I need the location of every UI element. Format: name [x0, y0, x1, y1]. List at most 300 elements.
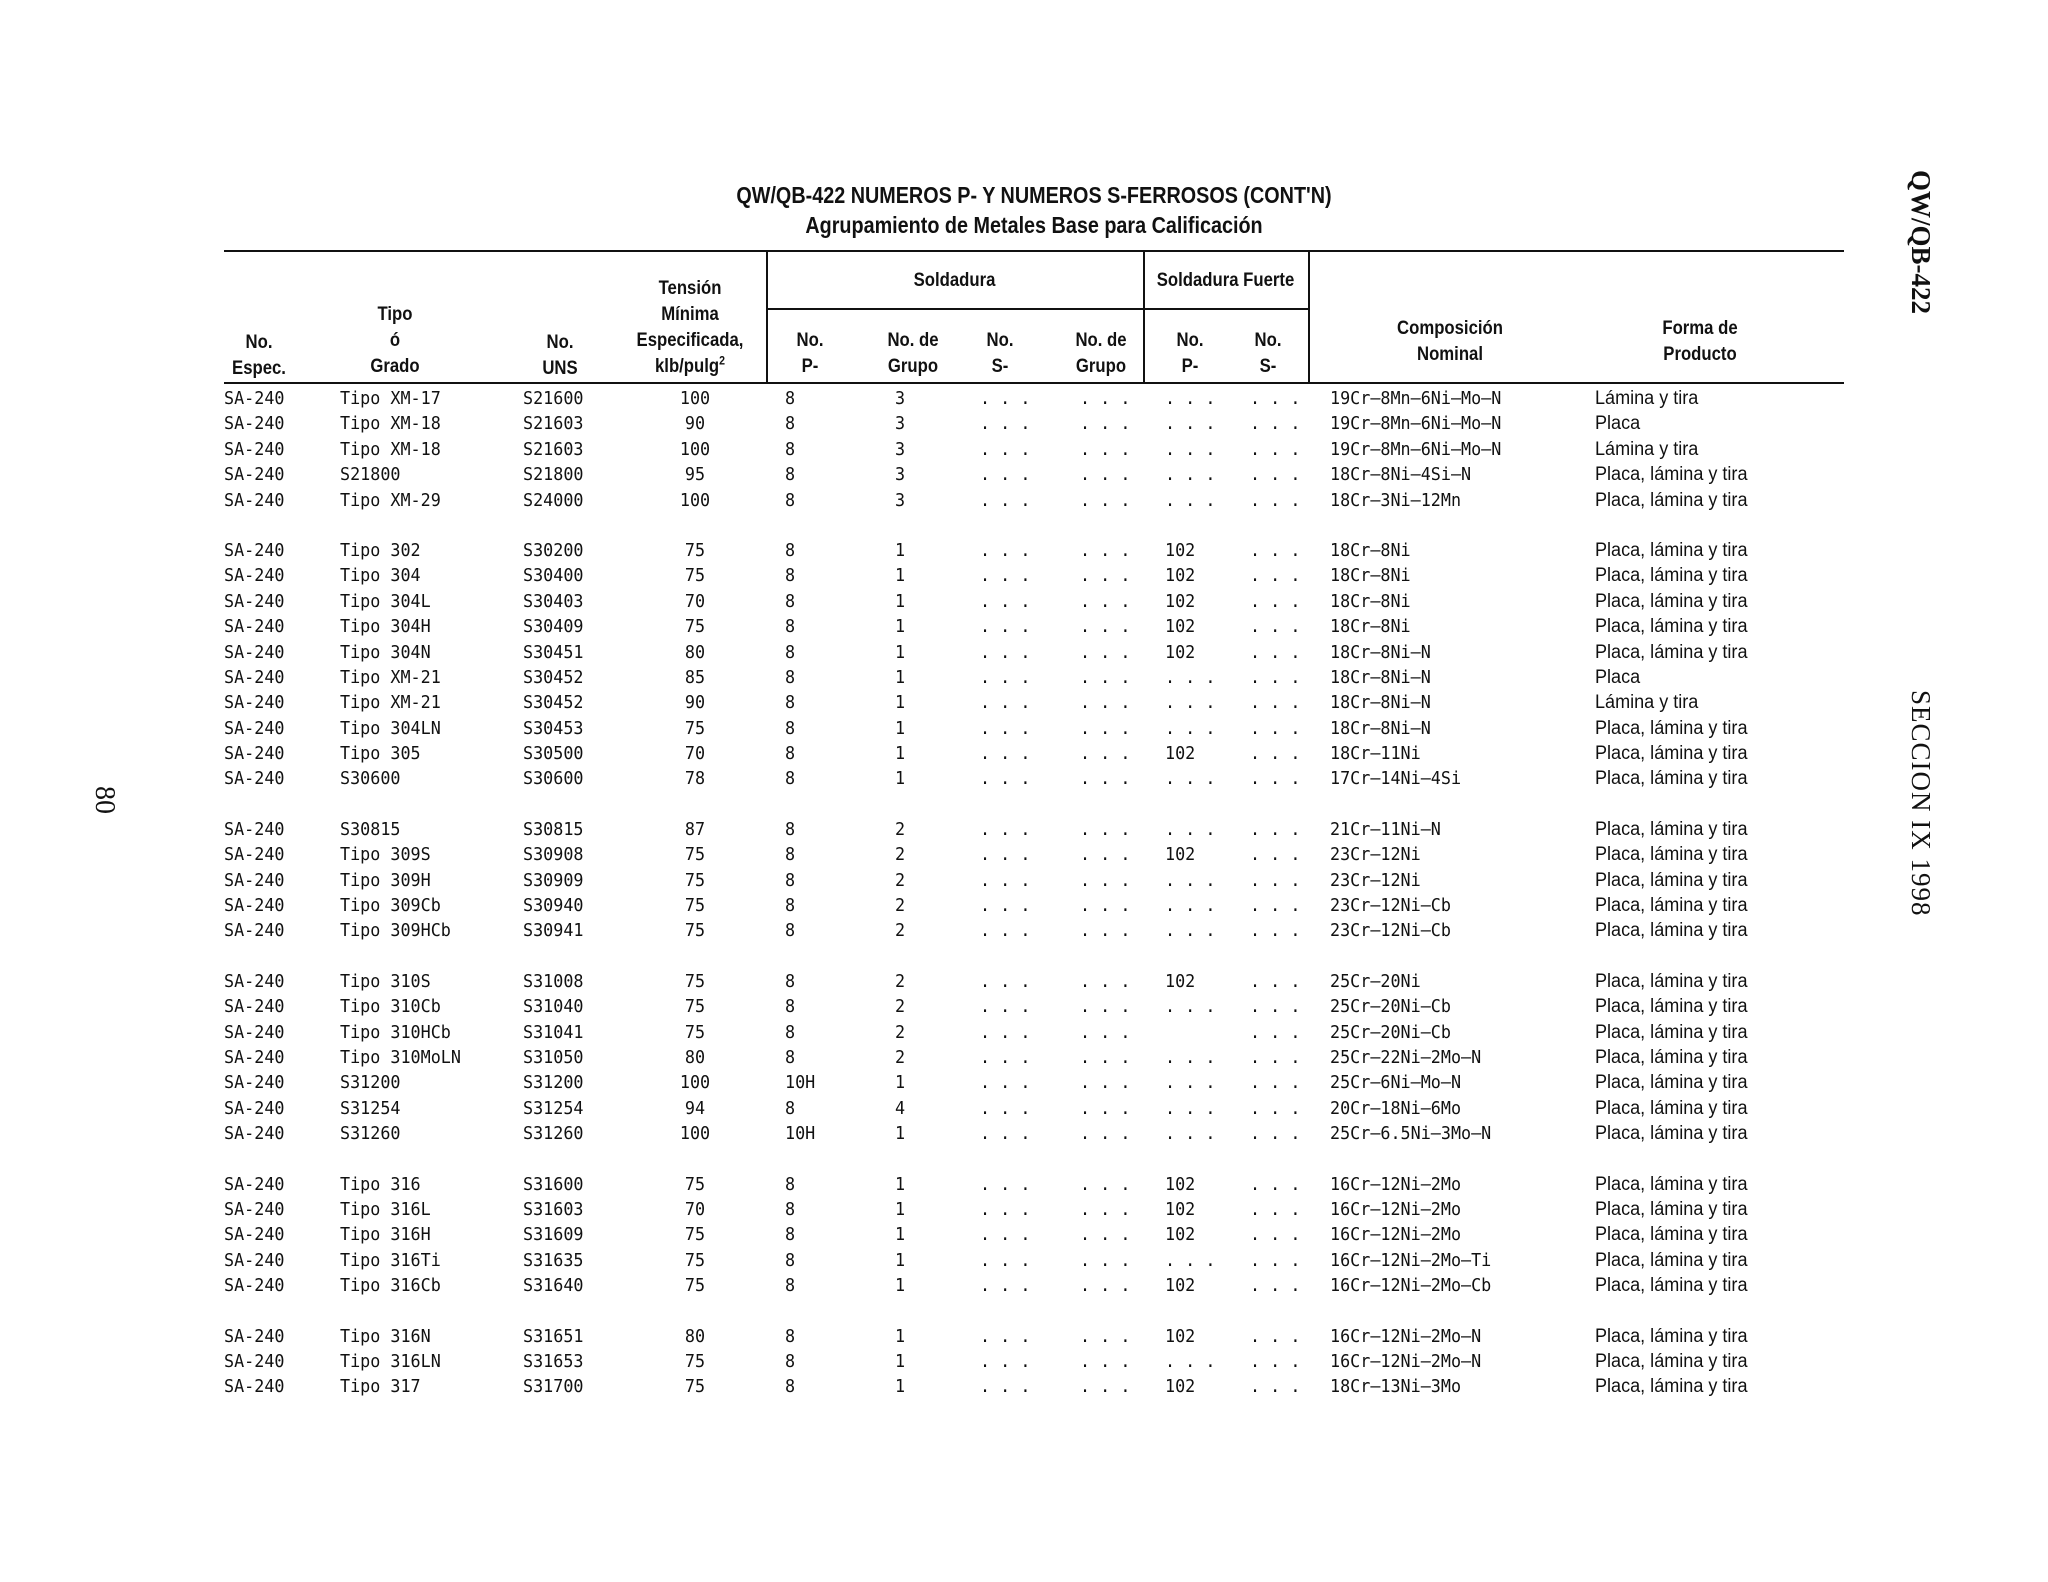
- cell-fuerte-sno: . . .: [1250, 1224, 1301, 1246]
- table-row: [0, 716, 2048, 741]
- cell-fuerte-pno: . . .: [1165, 413, 1216, 435]
- cell-tension: 75: [684, 869, 706, 891]
- cell-fuerte-sno: . . .: [1250, 565, 1301, 587]
- cell-forma: Placa, lámina y tira: [1595, 464, 1748, 486]
- cell-fuerte-sno: . . .: [1250, 970, 1301, 992]
- table-row: [0, 1324, 2048, 1349]
- cell-fuerte-pno: . . .: [1165, 920, 1216, 942]
- cell-sold-grupo: 1: [895, 1325, 906, 1347]
- cell-fuerte-pno: . . .: [1165, 388, 1216, 409]
- cell-composicion: 16Cr–12Ni–2Mo–N: [1330, 1350, 1482, 1372]
- cell-tension: 75: [684, 920, 706, 942]
- cell-uns: S30908: [523, 844, 584, 866]
- cell-fuerte-pno: . . .: [1165, 818, 1216, 840]
- cell-sold-pno: 8: [785, 1198, 796, 1220]
- cell-fuerte-pno: . . .: [1165, 895, 1216, 917]
- cell-fuerte-sno: . . .: [1250, 590, 1301, 612]
- cell-composicion: 25Cr–20Ni–Cb: [1330, 1021, 1451, 1043]
- cell-forma: Lámina y tira: [1595, 388, 1699, 409]
- cell-sold-grupo: 1: [895, 717, 906, 739]
- cell-tipo: Tipo XM-21: [340, 666, 441, 688]
- cell-fuerte-pno: . . .: [1165, 869, 1216, 891]
- cell-composicion: 20Cr–18Ni–6Mo: [1330, 1097, 1462, 1119]
- cell-tension: 75: [684, 1275, 706, 1297]
- cell-tipo: Tipo 304LN: [340, 717, 441, 739]
- cell-fuerte-pno: 102: [1165, 590, 1196, 612]
- cell-composicion: 16Cr–12Ni–2Mo–Cb: [1330, 1275, 1492, 1297]
- table-row: [0, 386, 2048, 411]
- cell-sold-sno: . . .: [980, 717, 1031, 739]
- cell-forma: Placa, lámina y tira: [1595, 768, 1748, 790]
- cell-fuerte-sno: . . .: [1250, 1021, 1301, 1043]
- cell-sold-sno: . . .: [980, 1173, 1031, 1195]
- cell-forma: Placa, lámina y tira: [1595, 1325, 1748, 1347]
- cell-forma: Placa, lámina y tira: [1595, 1224, 1748, 1246]
- cell-uns: S30940: [523, 895, 584, 917]
- cell-sold-sno: . . .: [980, 1046, 1031, 1068]
- cell-sold-sgrupo: . . .: [1080, 590, 1131, 612]
- table-row: [0, 437, 2048, 462]
- cell-sold-sno: . . .: [980, 1350, 1031, 1372]
- cell-sold-pno: 8: [785, 464, 796, 486]
- cell-sold-grupo: 3: [895, 464, 906, 486]
- cell-sold-sgrupo: . . .: [1080, 996, 1131, 1018]
- cell-uns: S31041: [523, 1021, 584, 1043]
- table-row: [0, 665, 2048, 690]
- header-tipo: Tipo ó Grado: [370, 304, 420, 377]
- cell-sold-sgrupo: . . .: [1080, 818, 1131, 840]
- cell-uns: S30600: [523, 768, 584, 790]
- cell-tension: 75: [684, 616, 706, 638]
- table-row: [0, 589, 2048, 614]
- row-group: [0, 1324, 2048, 1400]
- table-title-line1: QW/QB-422 NUMEROS P- Y NUMEROS S-FERROSOS (CONT'N): [736, 182, 1332, 208]
- cell-fuerte-pno: 102: [1165, 970, 1196, 992]
- cell-tipo: Tipo XM-29: [340, 489, 441, 511]
- cell-sold-sgrupo: . . .: [1080, 565, 1131, 587]
- cell-sold-sno: . . .: [980, 1224, 1031, 1246]
- cell-fuerte-pno: 102: [1165, 1173, 1196, 1195]
- cell-uns: S31640: [523, 1275, 584, 1297]
- cell-sold-sgrupo: . . .: [1080, 768, 1131, 790]
- cell-sold-pno: 8: [785, 920, 796, 942]
- cell-forma: Placa, lámina y tira: [1595, 616, 1748, 638]
- cell-uns: S30453: [523, 717, 584, 739]
- cell-sold-grupo: 1: [895, 1198, 906, 1220]
- table-row: [0, 817, 2048, 842]
- cell-tension: 100: [679, 489, 711, 511]
- cell-tipo: Tipo XM-21: [340, 692, 441, 714]
- cell-tension: 90: [684, 413, 706, 435]
- cell-tipo: Tipo 309HCb: [340, 920, 451, 942]
- cell-fuerte-pno: . . .: [1165, 1123, 1216, 1145]
- table-title: [337, 180, 1730, 240]
- cell-forma: Placa, lámina y tira: [1595, 565, 1748, 587]
- cell-spec: SA-240: [224, 1021, 285, 1043]
- cell-composicion: 21Cr–11Ni–N: [1330, 818, 1441, 840]
- cell-fuerte-sno: . . .: [1250, 895, 1301, 917]
- header-composicion: Composición Nominal: [1397, 318, 1503, 365]
- cell-sold-sgrupo: . . .: [1080, 1072, 1131, 1094]
- cell-tipo: S31254: [340, 1097, 401, 1119]
- header-sold-sgrupo: No. de Grupo: [1075, 330, 1127, 377]
- cell-sold-sgrupo: . . .: [1080, 413, 1131, 435]
- cell-sold-sgrupo: . . .: [1080, 1376, 1131, 1398]
- cell-fuerte-sno: . . .: [1250, 869, 1301, 891]
- cell-fuerte-sno: . . .: [1250, 1350, 1301, 1372]
- cell-sold-grupo: 1: [895, 1350, 906, 1372]
- cell-fuerte-pno: . . .: [1165, 489, 1216, 511]
- cell-sold-grupo: 3: [895, 438, 906, 460]
- cell-uns: S30452: [523, 692, 584, 714]
- cell-sold-grupo: 2: [895, 920, 906, 942]
- cell-sold-sno: . . .: [980, 590, 1031, 612]
- cell-fuerte-pno: . . .: [1165, 464, 1216, 486]
- cell-composicion: 18Cr–8Ni–N: [1330, 692, 1431, 714]
- subheader-rule: [766, 308, 1308, 310]
- cell-composicion: 16Cr–12Ni–2Mo: [1330, 1224, 1462, 1246]
- cell-fuerte-pno: 102: [1165, 1224, 1196, 1246]
- cell-sold-sgrupo: . . .: [1080, 1046, 1131, 1068]
- cell-forma: Lámina y tira: [1595, 692, 1699, 714]
- cell-forma: Placa, lámina y tira: [1595, 1376, 1748, 1398]
- cell-fuerte-pno: . . .: [1165, 717, 1216, 739]
- cell-sold-sgrupo: . . .: [1080, 464, 1131, 486]
- cell-composicion: 17Cr–14Ni–4Si: [1330, 768, 1462, 790]
- table-row: [0, 918, 2048, 943]
- cell-sold-grupo: 2: [895, 869, 906, 891]
- cell-uns: S30403: [523, 590, 584, 612]
- cell-sold-pno: 8: [785, 717, 796, 739]
- table-row: [0, 1020, 2048, 1045]
- cell-composicion: 18Cr–13Ni–3Mo: [1330, 1376, 1462, 1398]
- cell-fuerte-sno: . . .: [1250, 1123, 1301, 1145]
- cell-spec: SA-240: [224, 1072, 285, 1094]
- cell-composicion: 25Cr–22Ni–2Mo–N: [1330, 1046, 1482, 1068]
- cell-sold-pno: 8: [785, 1097, 796, 1119]
- cell-sold-pno: 8: [785, 1350, 796, 1372]
- cell-spec: SA-240: [224, 692, 285, 714]
- table-row: [0, 488, 2048, 513]
- cell-tension: 75: [684, 844, 706, 866]
- cell-sold-sno: . . .: [980, 666, 1031, 688]
- cell-sold-sgrupo: . . .: [1080, 717, 1131, 739]
- cell-tension: 100: [679, 388, 711, 409]
- cell-sold-pno: 8: [785, 438, 796, 460]
- row-group: [0, 969, 2048, 1147]
- table-row: [0, 994, 2048, 1019]
- cell-tipo: Tipo 317: [340, 1376, 421, 1398]
- cell-tension: 75: [684, 1350, 706, 1372]
- table-row: [0, 411, 2048, 436]
- cell-composicion: 16Cr–12Ni–2Mo: [1330, 1173, 1462, 1195]
- cell-composicion: 18Cr–8Ni: [1330, 539, 1411, 561]
- cell-fuerte-sno: . . .: [1250, 818, 1301, 840]
- cell-sold-sgrupo: . . .: [1080, 743, 1131, 765]
- header-soldadura: Soldadura: [913, 270, 996, 291]
- cell-fuerte-pno: 102: [1165, 844, 1196, 866]
- cell-spec: SA-240: [224, 768, 285, 790]
- cell-sold-grupo: 3: [895, 489, 906, 511]
- cell-tension: 85: [684, 666, 706, 688]
- cell-fuerte-sno: . . .: [1250, 464, 1301, 486]
- cell-sold-grupo: 4: [895, 1097, 906, 1119]
- cell-fuerte-sno: . . .: [1250, 692, 1301, 714]
- soldadura-fuerte-left-rule: [1143, 252, 1145, 382]
- cell-sold-grupo: 1: [895, 666, 906, 688]
- cell-forma: Placa, lámina y tira: [1595, 1021, 1748, 1043]
- cell-forma: Placa, lámina y tira: [1595, 717, 1748, 739]
- cell-sold-grupo: 1: [895, 1376, 906, 1398]
- header-uns: No. UNS: [542, 332, 578, 379]
- cell-spec: SA-240: [224, 743, 285, 765]
- cell-sold-pno: 8: [785, 895, 796, 917]
- cell-sold-pno: 8: [785, 1173, 796, 1195]
- cell-uns: S31008: [523, 970, 584, 992]
- cell-uns: S30909: [523, 869, 584, 891]
- cell-sold-sgrupo: . . .: [1080, 641, 1131, 663]
- cell-spec: SA-240: [224, 1123, 285, 1145]
- cell-sold-sno: . . .: [980, 1198, 1031, 1220]
- cell-sold-sno: . . .: [980, 489, 1031, 511]
- cell-tension: 75: [684, 1224, 706, 1246]
- cell-uns: S24000: [523, 489, 584, 511]
- header-tension: Tensión Mínima Especificada, klb/pulg$^2$: [636, 278, 744, 377]
- cell-sold-grupo: 1: [895, 768, 906, 790]
- cell-sold-pno: 8: [785, 1021, 796, 1043]
- cell-forma: Placa, lámina y tira: [1595, 590, 1748, 612]
- cell-tension: 100: [679, 1123, 711, 1145]
- cell-spec: SA-240: [224, 970, 285, 992]
- cell-tension: 75: [684, 996, 706, 1018]
- cell-fuerte-pno: . . .: [1165, 1097, 1216, 1119]
- cell-sold-sgrupo: . . .: [1080, 1173, 1131, 1195]
- cell-sold-sgrupo: . . .: [1080, 1275, 1131, 1297]
- cell-tension: 70: [684, 743, 706, 765]
- cell-composicion: 18Cr–8Ni–N: [1330, 641, 1431, 663]
- cell-tension: 90: [684, 692, 706, 714]
- cell-tension: 94: [684, 1097, 706, 1119]
- cell-sold-sgrupo: . . .: [1080, 844, 1131, 866]
- cell-uns: S30452: [523, 666, 584, 688]
- cell-composicion: 18Cr–8Ni–N: [1330, 666, 1431, 688]
- cell-spec: SA-240: [224, 489, 285, 511]
- cell-uns: S21603: [523, 413, 584, 435]
- cell-spec: SA-240: [224, 1173, 285, 1195]
- table-row: [0, 1121, 2048, 1146]
- cell-tension: 75: [684, 539, 706, 561]
- cell-sold-sgrupo: . . .: [1080, 1224, 1131, 1246]
- cell-spec: SA-240: [224, 920, 285, 942]
- cell-sold-sgrupo: . . .: [1080, 489, 1131, 511]
- cell-tension: 75: [684, 1173, 706, 1195]
- cell-forma: Placa, lámina y tira: [1595, 920, 1748, 942]
- cell-tension: 80: [684, 1325, 706, 1347]
- cell-sold-pno: 8: [785, 869, 796, 891]
- cell-uns: S30409: [523, 616, 584, 638]
- cell-spec: SA-240: [224, 717, 285, 739]
- cell-sold-sno: . . .: [980, 768, 1031, 790]
- cell-uns: S31040: [523, 996, 584, 1018]
- cell-spec: SA-240: [224, 996, 285, 1018]
- cell-forma: Placa, lámina y tira: [1595, 818, 1748, 840]
- cell-tension: 70: [684, 590, 706, 612]
- cell-fuerte-sno: . . .: [1250, 1097, 1301, 1119]
- cell-composicion: 18Cr–8Ni–N: [1330, 717, 1431, 739]
- cell-forma: Placa, lámina y tira: [1595, 1249, 1748, 1271]
- cell-tension: 95: [684, 464, 706, 486]
- cell-tipo: S30815: [340, 818, 401, 840]
- cell-composicion: 23Cr–12Ni–Cb: [1330, 920, 1451, 942]
- header-soldadura-fuerte: Soldadura Fuerte: [1156, 270, 1295, 291]
- table-row: [0, 640, 2048, 665]
- cell-uns: S30200: [523, 539, 584, 561]
- cell-tension: 78: [684, 768, 706, 790]
- cell-fuerte-pno: . . .: [1165, 1350, 1216, 1372]
- cell-composicion: 23Cr–12Ni: [1330, 869, 1421, 891]
- cell-tension: 75: [684, 895, 706, 917]
- cell-tension: 75: [684, 1376, 706, 1398]
- cell-fuerte-pno: . . .: [1165, 1249, 1216, 1271]
- table-row: [0, 1349, 2048, 1374]
- cell-sold-sno: . . .: [980, 464, 1031, 486]
- cell-tipo: Tipo 309S: [340, 844, 431, 866]
- cell-tension: 75: [684, 1021, 706, 1043]
- cell-sold-sno: . . .: [980, 1249, 1031, 1271]
- cell-sold-pno: 8: [785, 616, 796, 638]
- cell-fuerte-sno: . . .: [1250, 920, 1301, 942]
- cell-sold-grupo: 1: [895, 692, 906, 714]
- cell-fuerte-pno: 102: [1165, 616, 1196, 638]
- cell-composicion: 25Cr–20Ni: [1330, 970, 1421, 992]
- table-row: [0, 766, 2048, 791]
- cell-tipo: Tipo 310S: [340, 970, 431, 992]
- cell-composicion: 18Cr–3Ni–12Mn: [1330, 489, 1462, 511]
- cell-forma: Placa, lámina y tira: [1595, 1123, 1748, 1145]
- cell-uns: S30451: [523, 641, 584, 663]
- cell-forma: Placa, lámina y tira: [1595, 1072, 1748, 1094]
- table-row: [0, 1045, 2048, 1070]
- cell-sold-grupo: 1: [895, 1224, 906, 1246]
- soldadura-fuerte-right-rule: [1308, 252, 1310, 382]
- cell-spec: SA-240: [224, 1249, 285, 1271]
- cell-tipo: Tipo 316Ti: [340, 1249, 441, 1271]
- cell-sold-pno: 8: [785, 666, 796, 688]
- cell-fuerte-pno: . . .: [1165, 768, 1216, 790]
- cell-fuerte-pno: 102: [1165, 1325, 1196, 1347]
- cell-spec: SA-240: [224, 388, 285, 409]
- cell-sold-pno: 8: [785, 641, 796, 663]
- cell-sold-sno: . . .: [980, 1325, 1031, 1347]
- cell-composicion: 18Cr–11Ni: [1330, 743, 1421, 765]
- cell-sold-pno: 8: [785, 413, 796, 435]
- cell-tipo: Tipo 310Cb: [340, 996, 441, 1018]
- cell-sold-pno: 8: [785, 970, 796, 992]
- cell-sold-sno: . . .: [980, 641, 1031, 663]
- cell-spec: SA-240: [224, 666, 285, 688]
- table-row: [0, 842, 2048, 867]
- cell-sold-pno: 8: [785, 1376, 796, 1398]
- cell-uns: S31254: [523, 1097, 584, 1119]
- cell-spec: SA-240: [224, 616, 285, 638]
- cell-forma: Placa, lámina y tira: [1595, 539, 1748, 561]
- table-row: [0, 893, 2048, 918]
- cell-fuerte-sno: . . .: [1250, 1046, 1301, 1068]
- cell-tipo: Tipo 302: [340, 539, 421, 561]
- cell-uns: S31653: [523, 1350, 584, 1372]
- cell-forma: Placa, lámina y tira: [1595, 1173, 1748, 1195]
- cell-tension: 87: [684, 818, 706, 840]
- cell-tipo: S31200: [340, 1072, 401, 1094]
- cell-sold-grupo: 2: [895, 970, 906, 992]
- cell-sold-grupo: 1: [895, 616, 906, 638]
- cell-uns: S21600: [523, 388, 584, 409]
- table-row: [0, 1273, 2048, 1298]
- cell-fuerte-pno: . . .: [1165, 692, 1216, 714]
- cell-sold-pno: 10H: [785, 1072, 816, 1094]
- cell-sold-grupo: 1: [895, 641, 906, 663]
- cell-sold-pno: 8: [785, 1046, 796, 1068]
- cell-tension: 80: [684, 1046, 706, 1068]
- cell-sold-sgrupo: . . .: [1080, 616, 1131, 638]
- cell-tension: 100: [679, 1072, 711, 1094]
- cell-tension: 100: [679, 438, 711, 460]
- cell-spec: SA-240: [224, 1224, 285, 1246]
- cell-forma: Placa, lámina y tira: [1595, 895, 1748, 917]
- cell-sold-sno: . . .: [980, 844, 1031, 866]
- cell-tipo: Tipo 304N: [340, 641, 431, 663]
- cell-forma: Placa, lámina y tira: [1595, 970, 1748, 992]
- cell-fuerte-sno: . . .: [1250, 996, 1301, 1018]
- cell-composicion: 19Cr–8Mn–6Ni–Mo–N: [1330, 438, 1502, 460]
- cell-uns: S30400: [523, 565, 584, 587]
- header-fuerte-pno: No. P-: [1176, 330, 1204, 377]
- cell-sold-grupo: 2: [895, 996, 906, 1018]
- cell-tipo: Tipo 309Cb: [340, 895, 441, 917]
- cell-forma: Placa, lámina y tira: [1595, 1198, 1748, 1220]
- cell-spec: SA-240: [224, 1046, 285, 1068]
- header-forma: Forma de Producto: [1662, 318, 1738, 365]
- table-row: [0, 1172, 2048, 1197]
- cell-sold-pno: 8: [785, 539, 796, 561]
- cell-fuerte-sno: . . .: [1250, 768, 1301, 790]
- cell-sold-sgrupo: . . .: [1080, 666, 1131, 688]
- cell-sold-pno: 8: [785, 388, 796, 409]
- top-rule: [224, 250, 1844, 252]
- cell-sold-sno: . . .: [980, 1021, 1031, 1043]
- cell-sold-grupo: 1: [895, 565, 906, 587]
- cell-forma: Placa: [1595, 413, 1641, 435]
- cell-spec: SA-240: [224, 464, 285, 486]
- cell-forma: Placa, lámina y tira: [1595, 641, 1748, 663]
- cell-tension: 75: [684, 565, 706, 587]
- cell-uns: S31635: [523, 1249, 584, 1271]
- cell-spec: SA-240: [224, 565, 285, 587]
- cell-composicion: 25Cr–20Ni–Cb: [1330, 996, 1451, 1018]
- cell-sold-sno: . . .: [980, 1376, 1031, 1398]
- cell-sold-pno: 10H: [785, 1123, 816, 1145]
- cell-sold-sno: . . .: [980, 388, 1031, 409]
- cell-fuerte-pno: . . .: [1165, 996, 1216, 1018]
- cell-spec: SA-240: [224, 895, 285, 917]
- cell-forma: Placa, lámina y tira: [1595, 743, 1748, 765]
- cell-uns: S31600: [523, 1173, 584, 1195]
- cell-sold-pno: 8: [785, 692, 796, 714]
- cell-tipo: Tipo 316LN: [340, 1350, 441, 1372]
- cell-tipo: S30600: [340, 768, 401, 790]
- cell-sold-sgrupo: . . .: [1080, 1097, 1131, 1119]
- cell-uns: S31700: [523, 1376, 584, 1398]
